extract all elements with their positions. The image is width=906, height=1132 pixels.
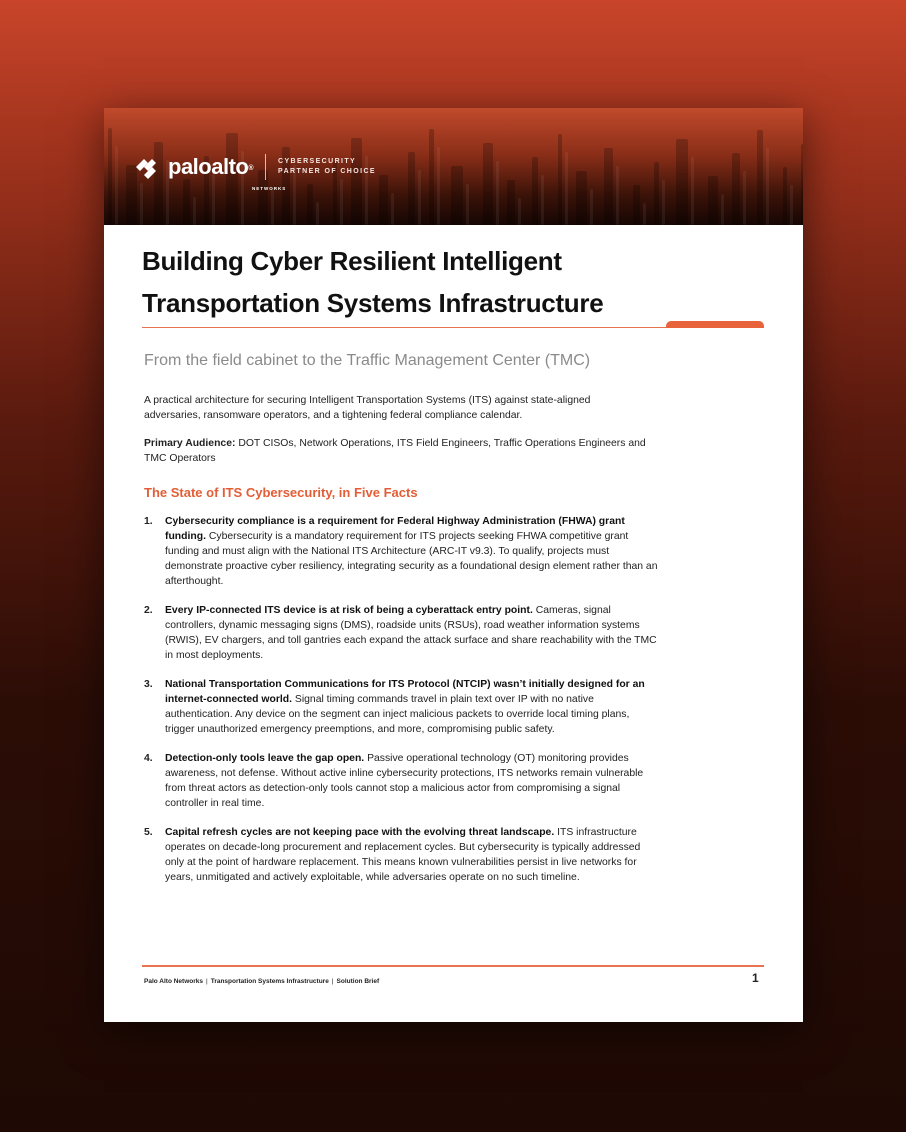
banner-stripe-highlight bbox=[212, 174, 215, 225]
banner-stripe bbox=[708, 176, 718, 225]
brand-logo bbox=[134, 154, 376, 191]
document-subtitle: From the field cabinet to the Traffic Management Center (TMC) bbox=[144, 352, 591, 369]
banner-stripe bbox=[408, 152, 415, 225]
banner-stripe-highlight bbox=[466, 184, 469, 225]
list-item: 3. National Transportation Communications for ITS Protocol (NTCIP) wasn’t initially designed for an internet-connected world. Signal timing commands travel in plain text over IP with no native authentication. Any device on the segment can inject malicious packets to override local timing plans, trigger unauthorized emergency preemptions, and more, compromising public safety. bbox=[144, 679, 645, 735]
list-item: 4. Detection-only tools leave the gap open. Passive operational technology (OT) monitoring provides awareness, not defense. Without active inline cybersecurity protections, ITS networks remain vulnerable from threat actors as detection-only tools cannot stop a malicious actor from compromising a signal controller in real time. bbox=[144, 753, 644, 809]
banner-stripe-highlight bbox=[541, 175, 544, 225]
audience-paragraph bbox=[144, 436, 654, 466]
brand-tagline: CYBERSECURITY PARTNER OF CHOICE bbox=[278, 158, 376, 175]
banner-stripe bbox=[483, 143, 493, 225]
banner-stripe-highlight bbox=[662, 180, 665, 225]
footer-divider bbox=[142, 965, 764, 967]
page-number: 1 bbox=[752, 971, 759, 985]
banner-stripe bbox=[351, 138, 362, 225]
banner-stripe bbox=[654, 162, 659, 225]
banner-stripe-highlight bbox=[140, 183, 143, 225]
banner-stripe-highlight bbox=[518, 198, 521, 225]
paloalto-logo-icon bbox=[134, 155, 164, 179]
banner-stripe bbox=[676, 139, 688, 225]
banner-stripe-highlight bbox=[743, 171, 746, 225]
banner-stripe-highlight bbox=[316, 202, 319, 225]
brand-wordmark: paloalto® NETWORKS bbox=[168, 156, 253, 178]
document-title: Building Cyber Resilient Intelligent Transportation Systems Infrastructure bbox=[142, 246, 604, 318]
brand-subtext: NETWORKS bbox=[252, 186, 287, 191]
banner-stripe bbox=[604, 148, 613, 225]
logo-divider bbox=[265, 154, 266, 180]
banner-stripe-highlight bbox=[616, 166, 619, 225]
banner-stripe bbox=[757, 130, 763, 225]
title-accent-tab bbox=[666, 321, 764, 328]
banner-stripe bbox=[379, 175, 388, 225]
banner-stripe-highlight bbox=[565, 152, 568, 225]
banner-stripe bbox=[732, 153, 740, 225]
intro-paragraph: A practical architecture for securing Intelligent Transportation Systems (ITS) against state-aligned adversaries, ransomware operators, and a tightening federal compliance calendar. bbox=[144, 395, 591, 421]
banner-stripe-highlight bbox=[437, 147, 440, 225]
audience-label: Primary Audience: bbox=[144, 438, 236, 449]
banner-stripe bbox=[532, 157, 538, 225]
document-page bbox=[104, 108, 803, 1022]
banner-stripe bbox=[558, 134, 562, 225]
footer-text: Palo Alto Networks | Transportation Systems Infrastructure | Solution Brief bbox=[144, 978, 380, 985]
list-item: 2. Every IP-connected ITS device is at risk of being a cyberattack entry point. Cameras, signal controllers, dynamic messaging signs (DMS), roadside units (RSUs), road weather information systems (RWIS), EV chargers, and toll gantries each expand the attack surface and share reachability with the TMC in most deployments. bbox=[144, 605, 657, 661]
banner-stripe bbox=[451, 166, 463, 225]
header-banner bbox=[104, 108, 803, 225]
banner-stripe bbox=[576, 171, 587, 225]
facts-list bbox=[144, 514, 659, 899]
banner-stripe-highlight bbox=[643, 203, 646, 225]
banner-stripe-highlight bbox=[590, 189, 593, 225]
list-item: 1. Cybersecurity compliance is a requirement for Federal Highway Administration (FHWA) grant funding. Cybersecurity is a mandatory requirement for ITS projects seeking FHWA competitive grant funding and must align with the National ITS Architecture (ARC-IT v9.3). To qualify, projects must demonstrate proactive cyber resiliency, integrating security as a foundational design element rather than an afterthought. bbox=[144, 516, 658, 587]
banner-stripe bbox=[183, 179, 190, 225]
banner-stripe-highlight bbox=[790, 185, 793, 225]
banner-stripe bbox=[429, 129, 434, 225]
banner-stripe-highlight bbox=[766, 148, 769, 225]
banner-stripe-highlight bbox=[391, 193, 394, 225]
banner-stripe-highlight bbox=[496, 161, 499, 225]
section-heading: The State of ITS Cybersecurity, in Five Facts bbox=[144, 485, 418, 500]
banner-stripe bbox=[307, 184, 313, 225]
banner-stripe-highlight bbox=[418, 170, 421, 225]
banner-stripe bbox=[801, 144, 803, 225]
banner-stripe-highlight bbox=[340, 179, 343, 225]
banner-stripe bbox=[783, 167, 787, 225]
banner-stripe-highlight bbox=[193, 197, 196, 225]
banner-stripe bbox=[633, 185, 640, 225]
banner-stripe bbox=[108, 128, 112, 225]
banner-stripe-highlight bbox=[115, 146, 118, 225]
banner-stripe bbox=[507, 180, 515, 225]
banner-stripe-highlight bbox=[691, 157, 694, 225]
banner-stripe-highlight bbox=[721, 194, 724, 225]
list-item: 5. Capital refresh cycles are not keeping pace with the evolving threat landscape. ITS infrastructure operates on decade-long procurement and replacement cycles. But cybersecurity is typically addressed only at the point of hardware replacement. This means known vulnerabilities persist in live networks for years, unmitigated and actively exploitable, while adversaries operate on no such timeline. bbox=[144, 827, 641, 883]
audience-text: DOT CISOs, Network Operations, ITS Field Engineers, Traffic Operations Engineers and TMC Operators bbox=[144, 438, 646, 464]
